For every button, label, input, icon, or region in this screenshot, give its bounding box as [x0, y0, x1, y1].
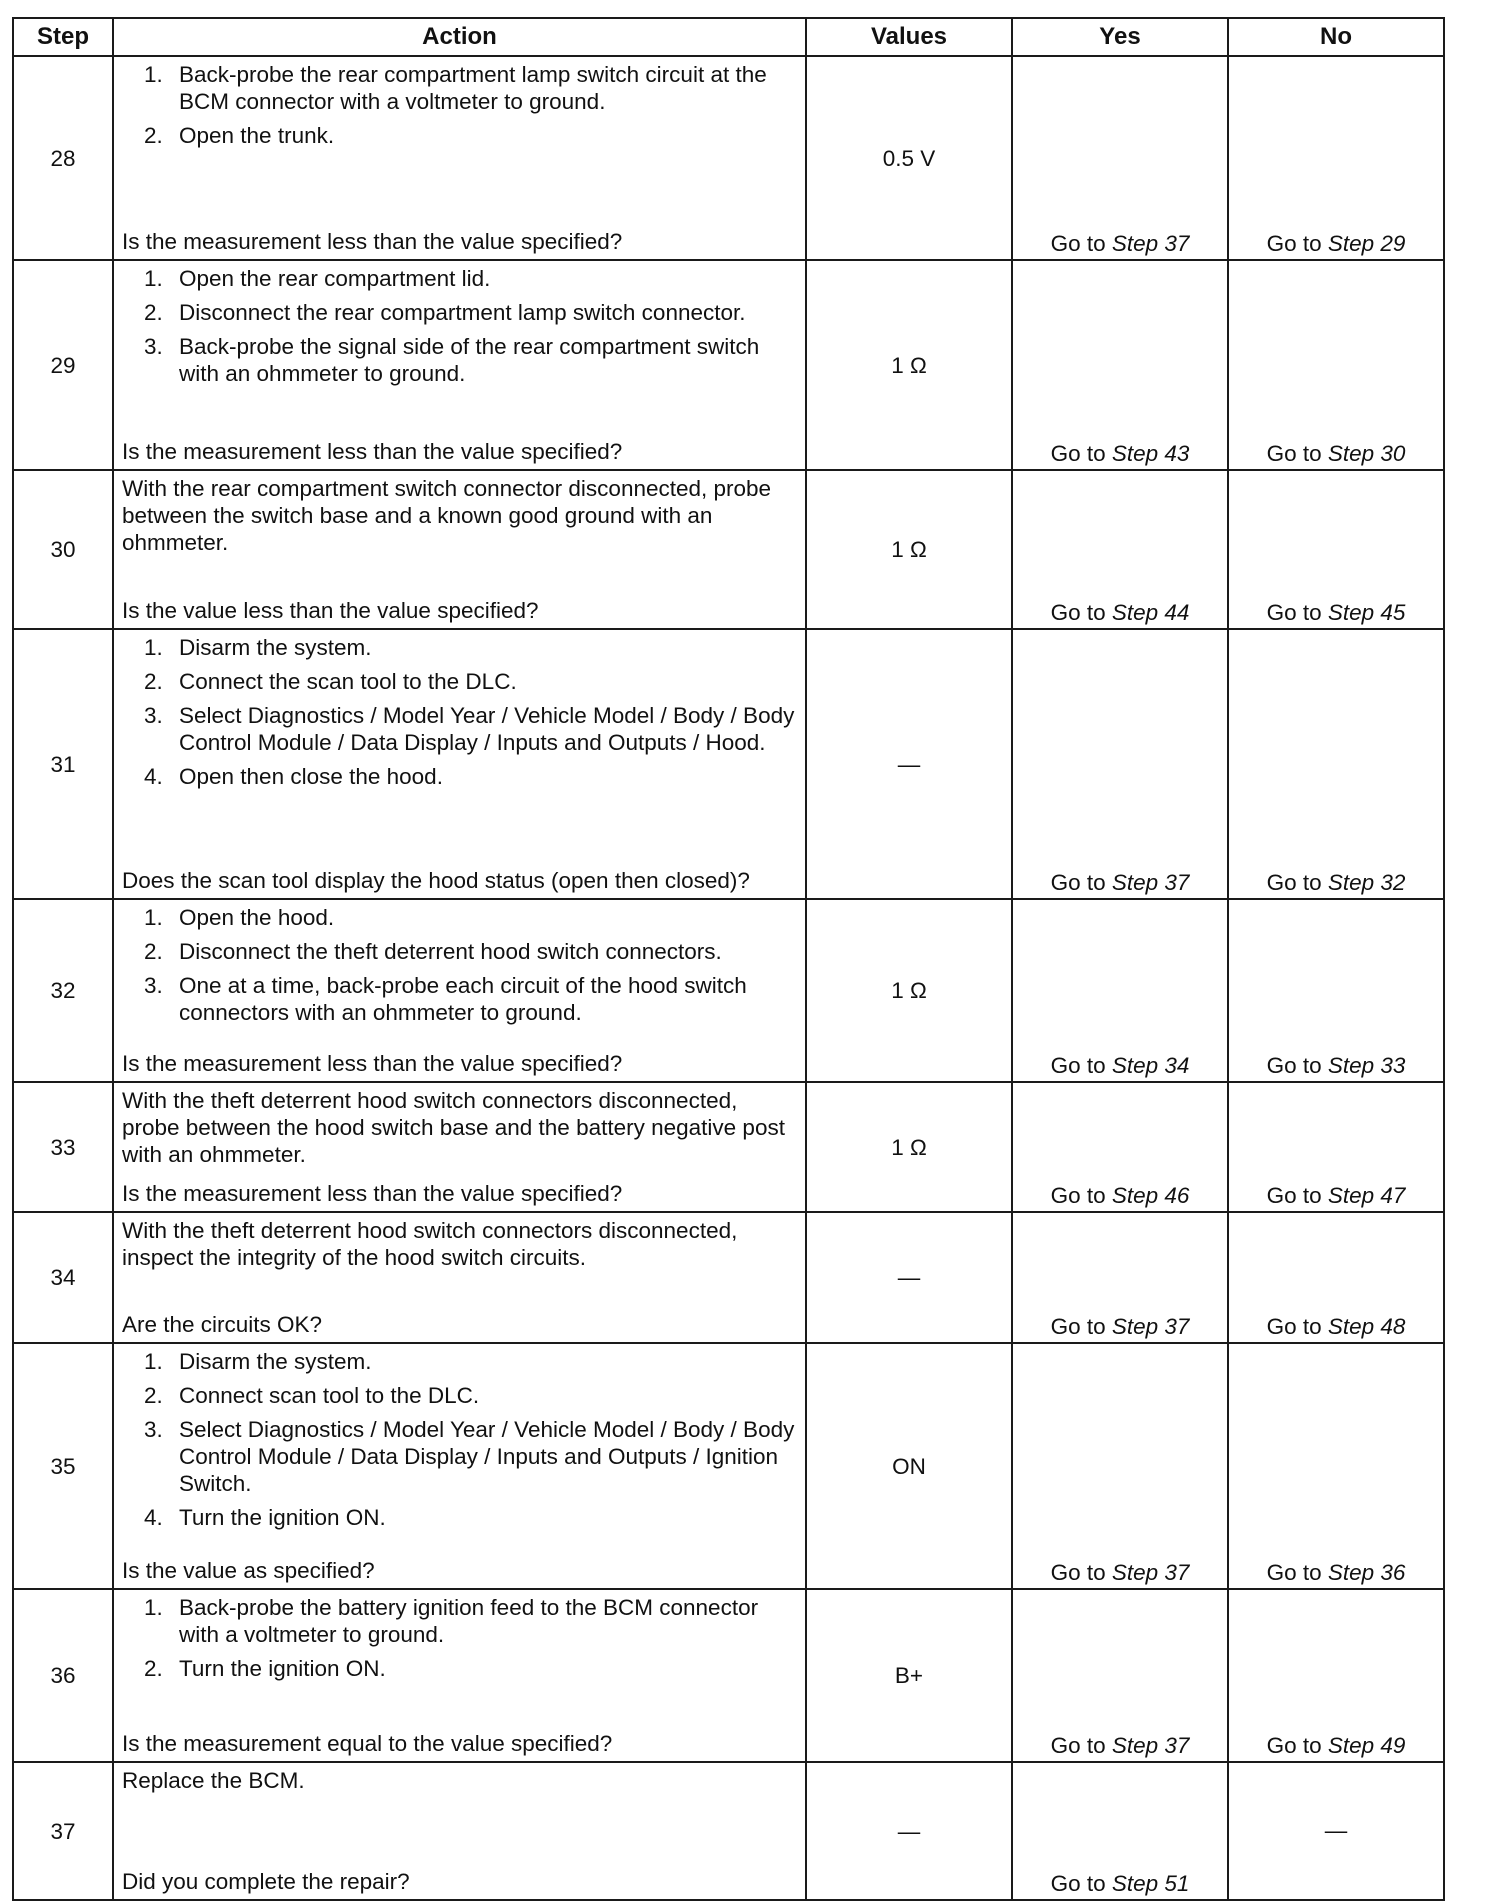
goto-prefix: Go to	[1050, 1733, 1106, 1758]
value-cell: 1 Ω	[806, 470, 1012, 629]
instruction-text: Back-probe the rear compartment lamp switch circuit at the BCM connector with a voltmeter to ground.	[179, 62, 767, 114]
action-cell	[113, 56, 806, 260]
instruction-number: 1.	[144, 635, 163, 660]
action-cell	[113, 1762, 806, 1900]
step-number: 32	[13, 899, 113, 1082]
instruction-item	[122, 1382, 799, 1409]
value-cell: —	[806, 1212, 1012, 1343]
goto-prefix: Go to	[1266, 870, 1322, 895]
instruction-text: Connect the scan tool to the DLC.	[179, 669, 517, 694]
no-cell	[1228, 56, 1444, 260]
goto-prefix: Go to	[1266, 441, 1322, 466]
instruction-list	[122, 634, 799, 790]
instruction-item	[122, 1504, 799, 1531]
action-question: Is the measurement equal to the value specified?	[122, 1731, 613, 1756]
goto-prefix: Go to	[1266, 1053, 1322, 1078]
goto-prefix: Go to	[1050, 1871, 1106, 1896]
instruction-text: Disconnect the rear compartment lamp switch connector.	[179, 300, 746, 325]
table-row	[13, 1343, 1444, 1589]
action-content	[114, 1763, 805, 1899]
goto-step-link: Step 37	[1111, 231, 1190, 256]
action-question: Did you complete the repair?	[122, 1869, 410, 1894]
header-step: Step	[13, 18, 113, 56]
goto-step-link: Step 43	[1111, 441, 1190, 466]
action-content	[114, 261, 805, 469]
step-number: 34	[13, 1212, 113, 1343]
instruction-item	[122, 1416, 799, 1497]
instruction-item	[122, 1655, 799, 1682]
instruction-item	[122, 122, 799, 149]
instruction-number: 2.	[144, 300, 163, 325]
instruction-text: Select Diagnostics / Model Year / Vehicle Model / Body / Body Control Module / Data Display / Inputs and Outputs / Hood.	[179, 703, 795, 755]
goto-prefix: Go to	[1050, 1183, 1106, 1208]
no-cell	[1228, 1589, 1444, 1762]
instruction-list	[122, 61, 799, 149]
action-text: With the theft deterrent hood switch connectors disconnected, inspect the integrity of the hood switch circuits.	[122, 1218, 738, 1270]
instruction-text: Disconnect the theft deterrent hood switch connectors.	[179, 939, 722, 964]
goto-prefix: Go to	[1050, 441, 1106, 466]
table-row	[13, 1589, 1444, 1762]
table-row	[13, 1762, 1444, 1900]
goto-prefix: Go to	[1266, 600, 1322, 625]
instruction-text: Back-probe the battery ignition feed to the BCM connector with a voltmeter to ground.	[179, 1595, 759, 1647]
goto-none: —	[1324, 1817, 1348, 1843]
yes-cell	[1012, 260, 1228, 470]
action-question: Is the value as specified?	[122, 1558, 375, 1583]
diagnostic-table	[12, 17, 1445, 1901]
instruction-text: Open then close the hood.	[179, 764, 443, 789]
action-question: Is the measurement less than the value specified?	[122, 1051, 623, 1076]
action-cell	[113, 1343, 806, 1589]
instruction-text: Disarm the system.	[179, 635, 372, 660]
action-content	[114, 1344, 805, 1588]
action-question: Is the measurement less than the value specified?	[122, 229, 623, 254]
action-instructions	[122, 634, 799, 797]
no-cell	[1228, 629, 1444, 899]
no-cell	[1228, 899, 1444, 1082]
action-question: Does the scan tool display the hood status (open then closed)?	[122, 868, 750, 893]
action-text: With the rear compartment switch connector disconnected, probe between the switch base and a known good ground with an ohmmeter.	[122, 476, 772, 555]
goto-prefix: Go to	[1050, 231, 1106, 256]
action-text: With the theft deterrent hood switch connectors disconnected, probe between the hood switch base and the battery negative post with an ohmmeter.	[122, 1088, 785, 1167]
step-number: 29	[13, 260, 113, 470]
goto-step-link: Step 46	[1111, 1183, 1190, 1208]
goto-prefix: Go to	[1266, 231, 1322, 256]
instruction-item	[122, 299, 799, 326]
action-cell	[113, 470, 806, 629]
instruction-text: Disarm the system.	[179, 1349, 372, 1374]
goto-step-link: Step 29	[1327, 231, 1406, 256]
goto-prefix: Go to	[1266, 1733, 1322, 1758]
no-cell	[1228, 1762, 1444, 1900]
no-cell	[1228, 470, 1444, 629]
action-content	[114, 900, 805, 1081]
goto-prefix: Go to	[1050, 870, 1106, 895]
goto-step-link: Step 30	[1327, 441, 1406, 466]
action-instructions	[122, 265, 799, 394]
instruction-number: 3.	[144, 1417, 163, 1442]
instruction-item	[122, 702, 799, 756]
instruction-number: 2.	[144, 1656, 163, 1681]
goto-step-link: Step 37	[1111, 1314, 1190, 1339]
header-values: Values	[806, 18, 1012, 56]
goto-step-link: Step 45	[1327, 600, 1406, 625]
no-cell	[1228, 260, 1444, 470]
step-number: 31	[13, 629, 113, 899]
goto-step-link: Step 49	[1327, 1733, 1406, 1758]
value-cell: 0.5 V	[806, 56, 1012, 260]
instruction-text: Open the hood.	[179, 905, 335, 930]
action-instructions	[122, 475, 799, 556]
goto-step-link: Step 44	[1111, 600, 1190, 625]
value-cell: 1 Ω	[806, 899, 1012, 1082]
instruction-item	[122, 61, 799, 115]
yes-cell	[1012, 1212, 1228, 1343]
table-row	[13, 899, 1444, 1082]
goto-step-link: Step 48	[1327, 1314, 1406, 1339]
instruction-number: 2.	[144, 939, 163, 964]
action-cell	[113, 1212, 806, 1343]
yes-cell	[1012, 1762, 1228, 1900]
instruction-number: 2.	[144, 1383, 163, 1408]
value-cell: B+	[806, 1589, 1012, 1762]
instruction-item	[122, 265, 799, 292]
action-question: Is the measurement less than the value specified?	[122, 1181, 623, 1206]
instruction-text: Connect scan tool to the DLC.	[179, 1383, 480, 1408]
instruction-number: 1.	[144, 1349, 163, 1374]
table-row	[13, 1082, 1444, 1212]
goto-step-link: Step 47	[1327, 1183, 1406, 1208]
action-content	[114, 471, 805, 628]
instruction-number: 4.	[144, 764, 163, 789]
goto-step-link: Step 36	[1327, 1560, 1406, 1585]
instruction-item	[122, 904, 799, 931]
action-content	[114, 57, 805, 259]
value-cell: 1 Ω	[806, 260, 1012, 470]
action-question: Is the value less than the value specified?	[122, 598, 539, 623]
step-number: 35	[13, 1343, 113, 1589]
instruction-list	[122, 1348, 799, 1531]
table-row	[13, 1212, 1444, 1343]
table-row	[13, 260, 1444, 470]
value-cell: ON	[806, 1343, 1012, 1589]
instruction-item	[122, 668, 799, 695]
action-cell	[113, 899, 806, 1082]
value-cell: —	[806, 1762, 1012, 1900]
goto-step-link: Step 37	[1111, 870, 1190, 895]
goto-prefix: Go to	[1050, 1314, 1106, 1339]
header-row	[13, 18, 1444, 56]
header-action: Action	[113, 18, 806, 56]
instruction-number: 3.	[144, 334, 163, 359]
instruction-list	[122, 265, 799, 387]
goto-step-link: Step 37	[1111, 1733, 1190, 1758]
instruction-number: 2.	[144, 123, 163, 148]
table-body	[13, 56, 1444, 1900]
goto-prefix: Go to	[1266, 1560, 1322, 1585]
instruction-number: 1.	[144, 266, 163, 291]
action-instructions	[122, 1217, 799, 1271]
table-row	[13, 629, 1444, 899]
action-cell	[113, 260, 806, 470]
action-content	[114, 1590, 805, 1761]
action-text: Replace the BCM.	[122, 1768, 305, 1793]
yes-cell	[1012, 1082, 1228, 1212]
yes-cell	[1012, 1343, 1228, 1589]
action-cell	[113, 1082, 806, 1212]
instruction-list	[122, 904, 799, 1026]
instruction-number: 3.	[144, 703, 163, 728]
action-instructions	[122, 1348, 799, 1538]
yes-cell	[1012, 629, 1228, 899]
goto-prefix: Go to	[1050, 1560, 1106, 1585]
instruction-text: Select Diagnostics / Model Year / Vehicle Model / Body / Body Control Module / Data Display / Inputs and Outputs / Ignition Switch.	[179, 1417, 795, 1496]
instruction-text: Turn the ignition ON.	[179, 1505, 386, 1530]
instruction-text: Back-probe the signal side of the rear compartment switch with an ohmmeter to ground.	[179, 334, 760, 386]
instruction-list	[122, 1594, 799, 1682]
header-no: No	[1228, 18, 1444, 56]
table-row	[13, 470, 1444, 629]
action-question: Is the measurement less than the value specified?	[122, 439, 623, 464]
action-instructions	[122, 1594, 799, 1689]
instruction-item	[122, 938, 799, 965]
action-cell	[113, 1589, 806, 1762]
no-cell	[1228, 1212, 1444, 1343]
instruction-number: 1.	[144, 62, 163, 87]
instruction-item	[122, 972, 799, 1026]
instruction-number: 3.	[144, 973, 163, 998]
goto-prefix: Go to	[1266, 1183, 1322, 1208]
step-number: 33	[13, 1082, 113, 1212]
action-content	[114, 1213, 805, 1342]
step-number: 30	[13, 470, 113, 629]
instruction-number: 1.	[144, 905, 163, 930]
instruction-number: 4.	[144, 1505, 163, 1530]
yes-cell	[1012, 470, 1228, 629]
action-instructions	[122, 904, 799, 1033]
instruction-text: One at a time, back-probe each circuit of the hood switch connectors with an ohmmeter to ground.	[179, 973, 747, 1025]
step-number: 28	[13, 56, 113, 260]
instruction-item	[122, 1348, 799, 1375]
action-content	[114, 1083, 805, 1211]
yes-cell	[1012, 56, 1228, 260]
value-cell: 1 Ω	[806, 1082, 1012, 1212]
goto-prefix: Go to	[1266, 1314, 1322, 1339]
action-instructions	[122, 1087, 799, 1168]
action-content	[114, 630, 805, 898]
goto-step-link: Step 32	[1327, 870, 1406, 895]
goto-prefix: Go to	[1050, 1053, 1106, 1078]
action-cell	[113, 629, 806, 899]
yes-cell	[1012, 899, 1228, 1082]
action-instructions	[122, 61, 799, 156]
action-question: Are the circuits OK?	[122, 1312, 323, 1337]
table-row	[13, 56, 1444, 260]
goto-step-link: Step 34	[1111, 1053, 1190, 1078]
instruction-text: Turn the ignition ON.	[179, 1656, 386, 1681]
header-yes: Yes	[1012, 18, 1228, 56]
instruction-text: Open the trunk.	[179, 123, 335, 148]
instruction-item	[122, 333, 799, 387]
step-number: 37	[13, 1762, 113, 1900]
goto-step-link: Step 51	[1111, 1871, 1190, 1896]
instruction-number: 1.	[144, 1595, 163, 1620]
goto-prefix: Go to	[1050, 600, 1106, 625]
goto-step-link: Step 37	[1111, 1560, 1190, 1585]
instruction-number: 2.	[144, 669, 163, 694]
instruction-item	[122, 1594, 799, 1648]
no-cell	[1228, 1082, 1444, 1212]
instruction-item	[122, 763, 799, 790]
no-cell	[1228, 1343, 1444, 1589]
instruction-text: Open the rear compartment lid.	[179, 266, 491, 291]
value-cell: —	[806, 629, 1012, 899]
yes-cell	[1012, 1589, 1228, 1762]
goto-step-link: Step 33	[1327, 1053, 1406, 1078]
step-number: 36	[13, 1589, 113, 1762]
action-instructions	[122, 1767, 799, 1794]
instruction-item	[122, 634, 799, 661]
